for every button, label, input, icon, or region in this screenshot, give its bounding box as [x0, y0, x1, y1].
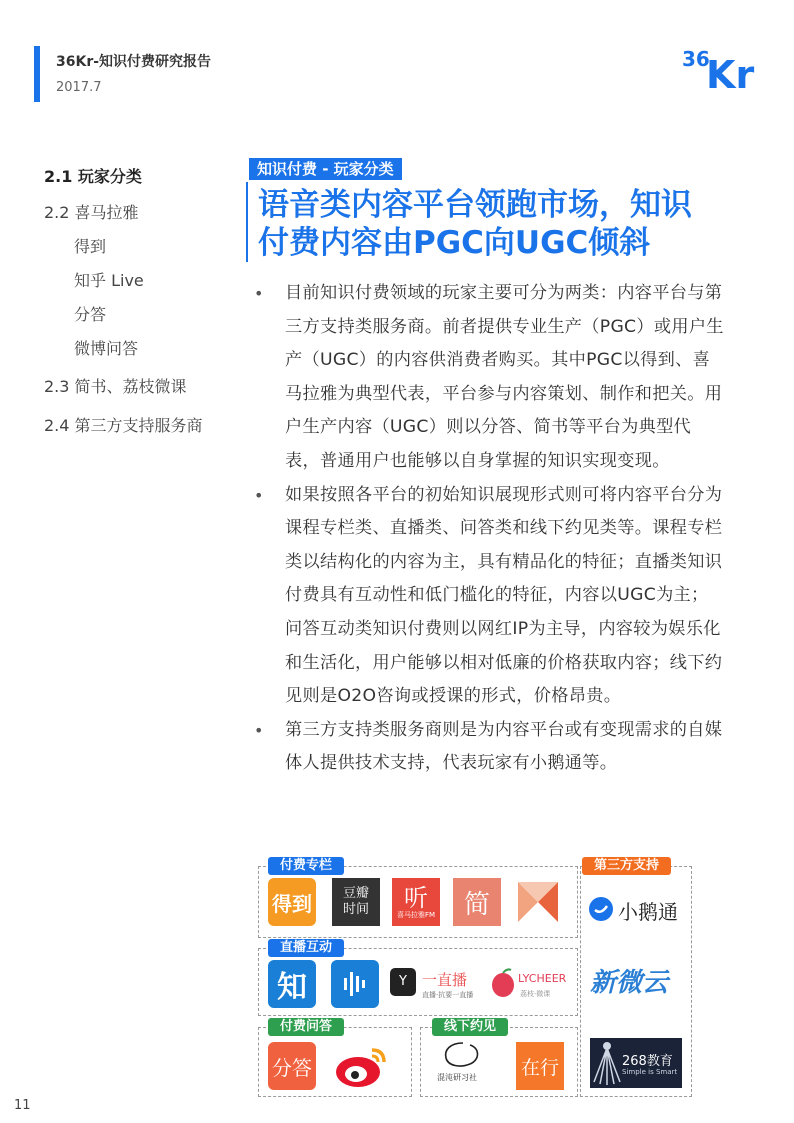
ximalaya-ting-icon: 听 喜马拉雅FM — [392, 878, 440, 926]
category-live: 直播互动 — [268, 939, 344, 957]
nav-item-jianshu-lizhi[interactable]: 2.3 简书、荔枝微课 — [44, 377, 187, 396]
nav-item-third-party[interactable]: 2.4 第三方支持服务商 — [44, 416, 203, 435]
bullet-text: 第三方支持类服务商则是为内容平台或有变现需求的自媒体人提供技术支持，代表玩家有小鹅通等。 — [285, 719, 723, 774]
zhihu-icon: 知 — [268, 960, 316, 1008]
nav-item-dedao[interactable]: 得到 — [74, 237, 107, 256]
category-offline: 线下约见 — [432, 1018, 508, 1036]
hundun-name: 混沌研习社 — [437, 1073, 477, 1082]
nav-item-ximalaya[interactable]: 2.2 喜马拉雅 — [44, 203, 139, 222]
bullet-item — [254, 714, 724, 781]
svg-text:36: 36 — [682, 47, 710, 71]
fenda-icon: 分答 — [268, 1042, 316, 1090]
main-title-line-1: 语音类内容平台领跑市场，知识 — [258, 187, 692, 223]
nav-item-weibo-qa[interactable]: 微博问答 — [74, 339, 139, 358]
hundun-icon — [440, 1040, 486, 1070]
bullet-text: 目前知识付费领域的玩家主要可分为两类：内容平台与第三方支持类服务商。前者提供专业生产（PGC）或用户生产（UGC）的内容供消费者购买。其中PGC以得到、喜马拉雅为典型代表，平台参与内容策划、制作和把关。用户生产内容（UGC）则以分答、简书等平台为典型代表，普通用户也能够以自身掌握的知识实现变现。 — [285, 283, 724, 471]
xiaoe-icon — [588, 896, 614, 922]
nav-item-player-classification[interactable]: 2.1 玩家分类 — [44, 167, 142, 186]
bullet-marker: • — [254, 284, 264, 303]
yizhibo-icon: Y — [390, 968, 416, 996]
report-date: 2017.7 — [56, 80, 102, 95]
douban-time-icon: 豆瓣 时间 — [332, 878, 380, 926]
xiaoe-name: 小鹅通 — [618, 900, 678, 924]
title-accent-line — [246, 182, 248, 262]
dedao-icon: 得到 — [268, 878, 316, 926]
main-title — [258, 186, 728, 262]
weibo-icon — [334, 1044, 390, 1090]
yizhibo-slogan: 直播·抗要一直播 — [422, 991, 474, 999]
lizhi-weike-diamond-icon — [514, 878, 562, 926]
yizhibo-name: 一直播 — [422, 971, 468, 989]
edu268-logo — [590, 1038, 682, 1088]
bullet-text: 如果按照各平台的初始知识展现形式则可将内容平台分为课程专栏类、直播类、问答类和线下约见类等。课程专栏类以结构化的内容为主，具有精品化的特征；直播类知识付费具有互动性和低门槛化的特征，内容以UGC为主；问答互动类知识付费则以网红IP为主导，内容较为娱乐化和生活化，用户能够以相对低廉的价格获取内容；线下约见则是O2O咨询或授课的形式，价格昂贵。 — [285, 484, 723, 707]
nav-item-fenda[interactable]: 分答 — [74, 305, 107, 324]
bullet-marker: • — [254, 485, 264, 505]
xinweiyun-logo: 新微云 — [590, 968, 669, 998]
lychee-slogan: 荔枝·微课 — [520, 990, 551, 998]
svg-text:Kr: Kr — [706, 53, 755, 96]
header-accent-bar — [34, 46, 40, 102]
bullet-list — [254, 277, 724, 781]
category-paid-qa: 付费问答 — [268, 1018, 344, 1036]
main-title-line-2: 付费内容由PGC向UGC倾斜 — [258, 225, 651, 261]
edu268-fan-icon — [592, 1038, 622, 1088]
edu268-name: 268教育 — [622, 1054, 673, 1069]
bullet-item — [254, 277, 724, 479]
category-third-party: 第三方支持 — [582, 857, 671, 875]
jianshu-icon: 简 — [453, 878, 501, 926]
category-paid-column: 付费专栏 — [268, 857, 344, 875]
zaihang-icon: 在行 — [516, 1042, 564, 1090]
lychee-name: LYCHEER — [518, 972, 567, 985]
page-number: 11 — [14, 1098, 31, 1113]
report-title: 36Kr-知识付费研究报告 — [56, 54, 212, 70]
section-tag: 知识付费 - 玩家分类 — [249, 158, 402, 180]
bullet-marker: • — [254, 720, 264, 740]
nav-item-zhihu-live[interactable]: 知乎 Live — [74, 271, 144, 290]
bullet-item — [254, 479, 724, 714]
edu268-slogan: Simple is Smart — [622, 1068, 678, 1076]
lychee-icon — [490, 968, 516, 998]
36kr-logo — [680, 40, 770, 96]
zhihu-live-icon — [331, 960, 379, 1008]
